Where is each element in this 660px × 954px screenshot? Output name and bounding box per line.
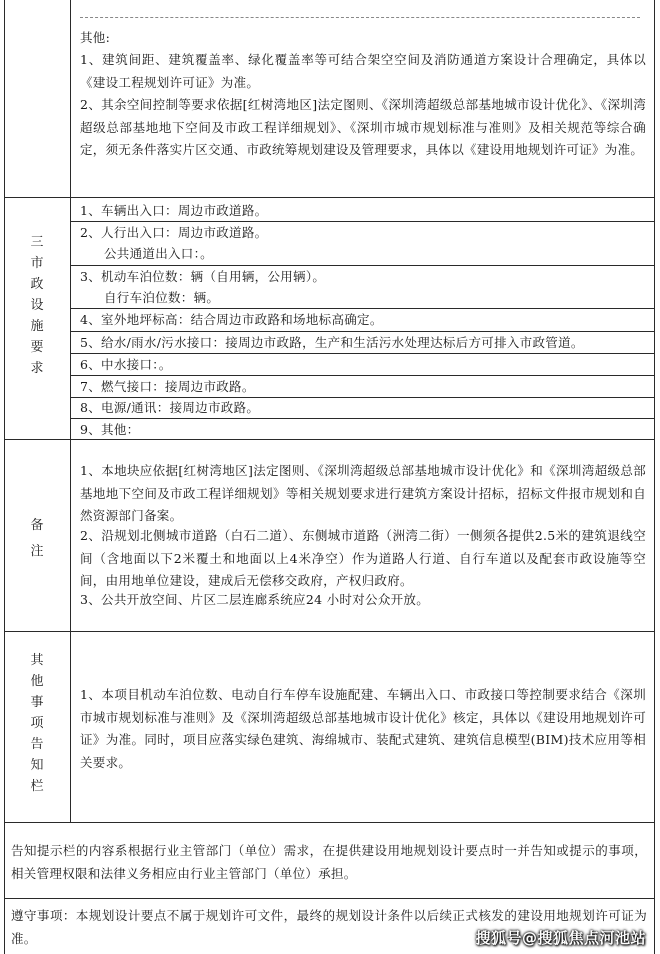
remarks-item-2: 2、沿规划北侧城市道路（白石二道）、东侧城市道路（洲湾二街）一侧须各提供2.5米的建筑退线空间（含地面以下2米覆土和地面以上4米净空）作为道路人行道、自行车道以及配套市政设施等空间，由用地单位建设，建成后无偿移交政府，产权归政府。 <box>80 528 646 588</box>
section-divider <box>4 822 655 823</box>
municipal-label: 三市政设施要求 <box>30 235 44 376</box>
remarks-item-1: 1、本地块应依据[红树湾地区]法定图则、《深圳湾超级总部基地城市设计优化》和《深圳湾超级总部基地地下空间及市政工程详细规划》等相关规划要求进行建筑方案设计招标，招标文件报市规划和自然资源部门备案。 <box>80 463 646 523</box>
municipal-row-5: 5、给水/雨水/污水接口：接周边市政路，生产和生活污水处理达标后方可排入市政管道。 <box>80 335 584 350</box>
other-item-2: 2、其余空间控制等要求依据[红树湾地区]法定图则、《深圳湾超级总部基地城市设计优化》、《深圳湾超级总部基地地下空间及市政工程详细规划》、《深圳市城市规划标准与准则》及相关规范等综合确定，须无条件落实片区交通、市政统筹规划建设及管理要求，具体以《建设用地规划许可证》为准。 <box>80 97 646 157</box>
municipal-row-1: 1、车辆出入口：周边市政道路。 <box>80 203 268 218</box>
other-notice-text: 1、本项目机动车泊位数、电动自行车停车设施配建、车辆出入口、市政接口等控制要求结合《深圳市城市规划标准与准则》及《深圳湾超级总部基地城市设计优化》核定，具体以《建设用地规划许可证》为准。同时，项目应落实绿色建筑、海绵城市、装配式建筑、建筑信息模型(BIM)技术应用等相关要求。 <box>80 687 646 770</box>
section-divider <box>4 631 655 632</box>
remarks-label: 备注 <box>30 518 44 559</box>
remarks-item-3: 3、公共开放空间、片区二层连廊系统应24 小时对公众开放。 <box>80 592 430 607</box>
municipal-row-2: 2、人行出入口：周边市政道路。 <box>80 225 268 240</box>
section-divider <box>4 898 655 899</box>
municipal-row-3: 3、机动车泊位数：辆（自用辆，公用辆）。 <box>80 269 326 284</box>
municipal-row-7: 7、燃气接口：接周边市政路。 <box>80 379 255 394</box>
table-border-left <box>4 0 5 954</box>
label-column-divider <box>70 0 71 822</box>
other-item-1: 1、建筑间距、建筑覆盖率、绿化覆盖率等可结合架空空间及消防通道方案设计合理确定，具体以《建设工程规划许可证》为准。 <box>80 52 646 90</box>
footer-notice: 告知提示栏的内容系根据行业主管部门（单位）需求，在提供建设用地规划设计要点时一并告知或提示的事项，相关管理权限和法律义务相应由行业主管部门（单位）承担。 <box>11 843 647 881</box>
dashed-separator <box>80 17 640 18</box>
municipal-row-2b: 公共通道出入口：。 <box>104 246 213 261</box>
footer-compliance: 遵守事项：本规划设计要点不属于规划许可文件，最终的规划设计条件以后续正式核发的建设用地规划许可证为准。 <box>11 908 647 946</box>
municipal-row-6: 6、中水接口：。 <box>80 357 172 372</box>
municipal-row-8: 8、电源/通讯：接周边市政路。 <box>80 400 260 415</box>
table-border-right <box>654 0 655 954</box>
other-notice-label: 其他事项告知栏 <box>30 653 44 794</box>
watermark-text: 搜狐号@搜狐焦点河池站 <box>475 929 646 947</box>
municipal-row-3b: 自行车泊位数：辆。 <box>104 290 220 305</box>
municipal-row-4: 4、室外地坪标高：结合周边市政路和场地标高确定。 <box>80 312 383 327</box>
municipal-row-9: 9、其他： <box>80 422 140 437</box>
section-divider <box>4 197 655 198</box>
other-heading: 其他: <box>80 30 111 45</box>
